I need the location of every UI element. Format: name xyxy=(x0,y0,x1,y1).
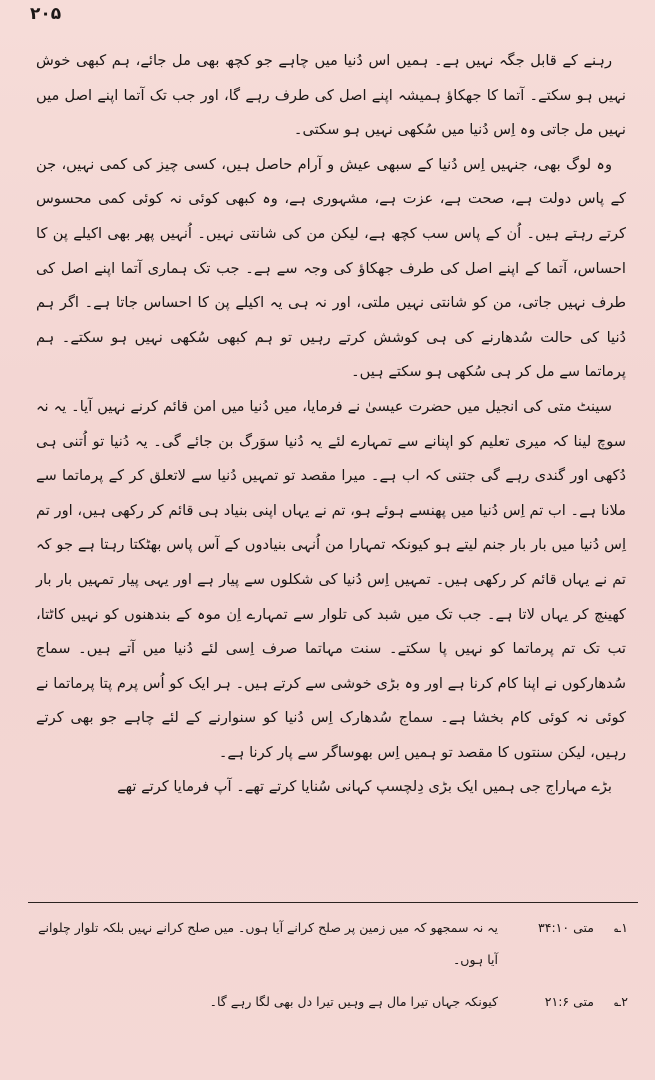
footnote-text: یہ نہ سمجھو کہ میں زمین پر صلح کرانے آیا ہوں۔ میں صلح کرانے نہیں بلکہ تلوار چلوانے آیا ہوں۔ xyxy=(38,920,498,967)
footnote-divider xyxy=(28,902,638,903)
footnote-reference: متی ۲۱:۶ xyxy=(544,994,594,1009)
footnote-text: کیونکہ جہاں تیرا مال ہے وہیں تیرا دل بھی لگا رہے گا۔ xyxy=(209,994,498,1009)
footnote-mark: ۲؎ xyxy=(613,994,628,1009)
body-text xyxy=(36,44,626,805)
paragraph: بڑے مہاراج جی ہمیں ایک بڑی دِلچسپ کہانی سُنایا کرتے تھے۔ آپ فرمایا کرتے تھے xyxy=(117,778,612,796)
footnote xyxy=(36,912,628,976)
paragraph: سینٹ متی کی انجیل میں حضرت عیسیٰ نے فرمایا، میں دُنیا میں امن قائم کرنے نہیں آیا۔ یہ نہ سوچ لینا کہ میری تعلیم کو اپنانے سے تمہارے لئے یہ دُنیا سوَرگ بن جائے گی۔ یہ دُنیا تو اُتنی ہی دُکھی اور گندی رہے گی جتنی کہ اب ہے۔ میرا مقصد تو تمہیں دُنیا سے لاتعلق کر کے پرماتما سے ملانا ہے۔ اب تم اِس دُنیا میں پھنسے ہوئے ہو، تم نے یہاں اپنی بنیاد ہی قائم کر رکھی ہیں، اور تم اِس دُنیا میں بار بار جنم لیتے ہو کیونکہ تمہارا من اُنہی بنیادوں کے آس پاس بھٹکتا رہتا ہے جو کہ تم نے یہاں قائم کر رکھی ہیں۔ تمہیں اِس دُنیا کی شکلوں سے پیار ہے اور یہی پیار تمہیں بار بار کھینچ کر یہاں لاتا ہے۔ جب تک میں شبد کی تلوار سے تمہارے اِن موہ کے بندھنوں کو نہیں کاٹتا، تب تک تم پرماتما کو نہیں پا سکتے۔ سنت مہاتما صرف اِسی لئے دُنیا میں آتے ہیں۔ سماج سُدھارکوں نے اپنا کام کرنا ہے اور وہ بڑی خوشی سے کرتے ہیں۔ ہر ایک کو اُس پرم پتا پرماتما نے کوئی نہ کوئی کام بخشا ہے۔ سماج سُدھارک اِس دُنیا کو سنوارنے کے لئے چاہے جو بھی کرتے رہیں، لیکن سنتوں کا مقصد تو ہمیں اِس بھوساگر سے پار کرنا ہے۔ xyxy=(36,397,626,761)
paragraph: رہنے کے قابل جگہ نہیں ہے۔ ہمیں اس دُنیا میں چاہے جو کچھ بھی مل جائے، ہم کبھی خوش نہیں ہو سکتے۔ آتما کا جھکاؤ ہمیشہ اپنے اصل کی طرف رہے گا، اور جب تک آتما اپنے اصل میں نہیں مل جاتی وہ اِس دُنیا میں سُکھی نہیں ہو سکتی۔ xyxy=(36,52,626,139)
page-number: ۲۰۵ xyxy=(30,4,62,24)
footnote-mark: ۱؎ xyxy=(613,920,628,935)
footnotes xyxy=(36,912,628,1028)
footnote-reference: متی ۳۴:۱۰ xyxy=(538,920,594,935)
footnote xyxy=(36,986,628,1018)
paragraph: وہ لوگ بھی، جنہیں اِس دُنیا کے سبھی عیش و آرام حاصل ہیں، کسی چیز کی کمی نہیں، جن کے پاس دولت ہے، صحت ہے، عزت ہے، مشہوری ہے، وہ کبھی کوئی نہ کوئی کمی محسوس کرتے رہتے ہیں۔ اُن کے پاس سب کچھ ہے، لیکن من کی شانتی نہیں۔ اُنہیں پھر بھی اکیلے پن کا احساس، آتما کے اپنے اصل کی طرف جھکاؤ کی وجہ سے ہے۔ جب تک ہماری آتما اپنے اصل کی طرف نہیں جاتی، من کو شانتی نہیں ملتی، اور نہ ہی یہ اکیلے پن کا احساس جاتا ہے۔ اگر ہم دُنیا کی حالت سُدھارنے کی ہی کوشش کرتے رہیں تو ہم کبھی سُکھی نہیں ہو سکتے۔ ہم پرماتما سے مل کر ہی سُکھی ہو سکتے ہیں۔ xyxy=(36,155,626,381)
